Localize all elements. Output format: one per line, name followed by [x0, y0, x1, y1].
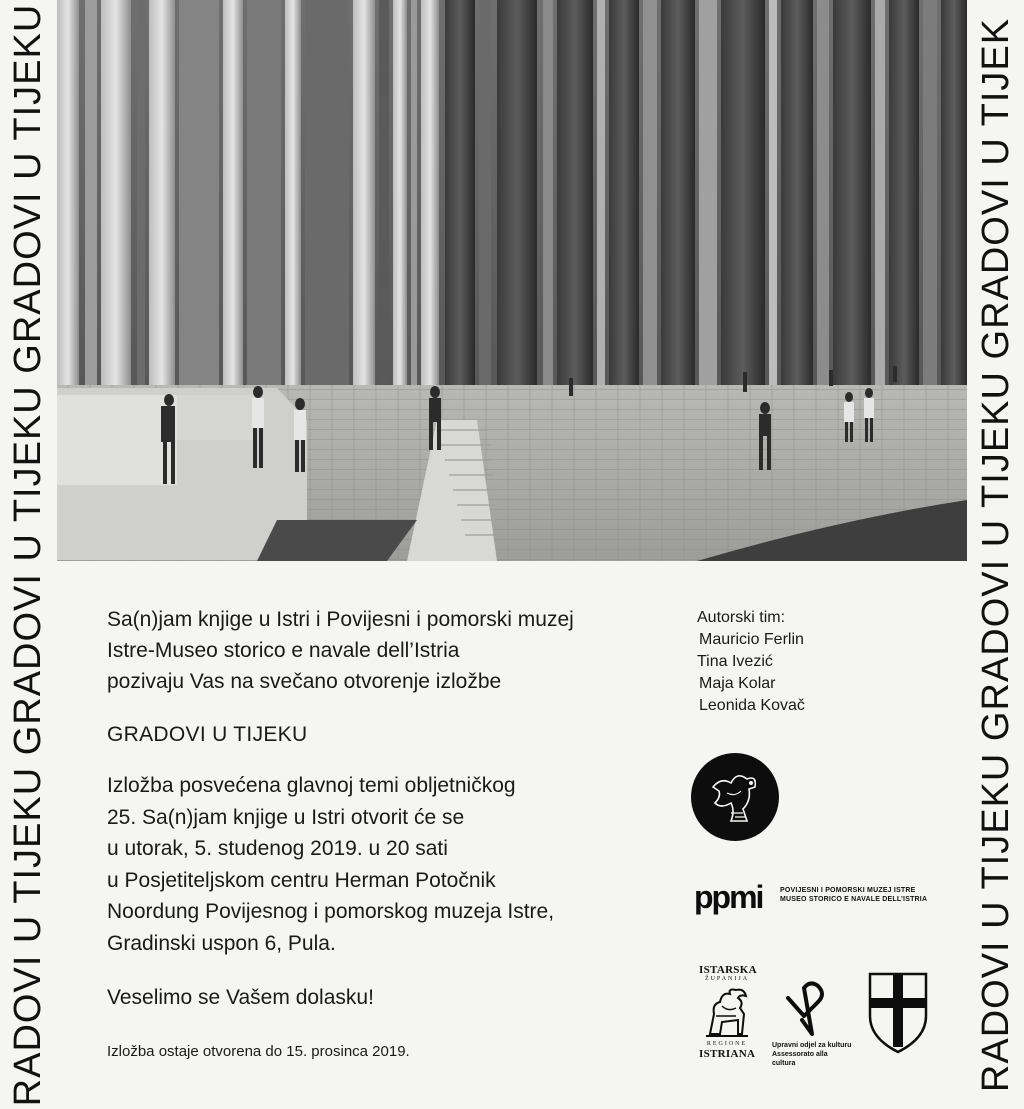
details-line: u Posjetiteljskom centru Herman Potočnik: [107, 868, 496, 892]
culture-department-logo-icon: [782, 972, 830, 1036]
closing-greeting: Veselimo se Vašem dolasku!: [107, 986, 374, 1009]
culture-department-name: [772, 1041, 852, 1068]
team-member: Tina Ivezić: [697, 653, 773, 670]
team-member: Maja Kolar: [699, 675, 776, 692]
right-side-banner: [968, 0, 1024, 1109]
istria-regione-label: REGIONE: [706, 1041, 748, 1047]
culture-line: Assessorato alla cultura: [772, 1051, 828, 1067]
left-banner-text: RADOVI U TIJEKU GRADOVI U TIJEKU GRADOVI U TIJEKU: [7, 3, 49, 1106]
details-line: Gradinski uspon 6, Pula.: [107, 931, 336, 955]
intro-line: Istre-Museo storico e navale dell’Istria: [107, 639, 460, 662]
author-team: [697, 607, 805, 717]
exhibition-details: [107, 770, 667, 959]
team-member: Leonida Kovač: [699, 697, 805, 714]
details-line: Noordung Povijesnog i pomorskog muzeja Istre,: [107, 900, 555, 923]
closing-date-note: Izložba ostaje otvorena do 15. prosinca 2019.: [107, 1043, 410, 1060]
istria-region-name: ISTRIANA: [699, 1048, 756, 1060]
right-banner-text: RADOVI U TIJEKU GRADOVI U TIJEKU GRADOVI U TIJEK: [975, 17, 1017, 1092]
book-fair-logo-icon: [691, 753, 779, 841]
ppmi-line: POVIJESNI I POMORSKI MUZEJ ISTRE: [780, 887, 916, 894]
culture-line: Upravni odjel za kulturu: [772, 1042, 852, 1049]
team-member: Mauricio Ferlin: [699, 631, 804, 648]
details-line: u utorak, 5. studenog 2019. u 20 sati: [107, 837, 448, 860]
intro-line: pozivaju Vas na svečano otvorenje izložbe: [107, 670, 502, 693]
city-shield-icon: [868, 972, 928, 1054]
team-heading: Autorski tim:: [697, 609, 786, 626]
columns-plaza-photo: [57, 0, 967, 561]
svg-text:ppmi: ppmi: [694, 880, 763, 915]
istria-region-title: ISTARSKA: [699, 964, 757, 976]
ppmi-line: MUSEO STORICO E NAVALE DELL’ISTRIA: [780, 896, 928, 903]
left-side-banner: [0, 0, 56, 1109]
istria-goat-crest-icon: [700, 984, 754, 1040]
details-line: 25. Sa(n)jam knjige u Istri otvorit će se: [107, 805, 465, 829]
ppmi-museum-name: [780, 886, 927, 904]
istria-region-subtitle: ŽUPANIJA: [704, 976, 750, 982]
intro-line: Sa(n)jam knjige u Istri i Povijesni i pomorski muzej: [107, 608, 574, 631]
invitation-intro: [107, 604, 667, 697]
exhibition-title: GRADOVI U TIJEKU: [107, 723, 308, 746]
details-line: Izložba posvećena glavnoj temi obljetničkog: [107, 774, 516, 797]
